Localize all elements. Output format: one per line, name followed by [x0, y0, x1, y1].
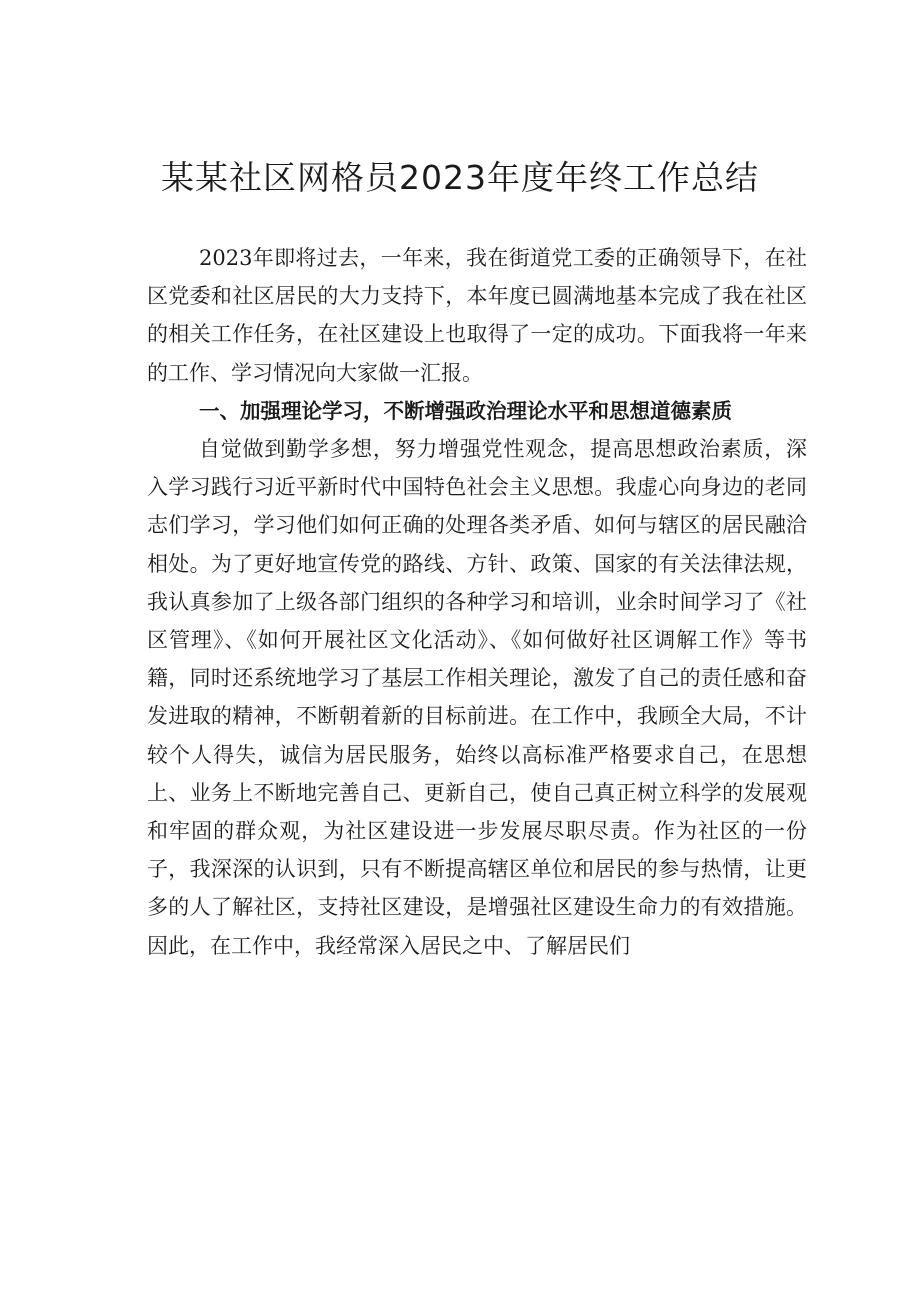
intro-paragraph: 2023年即将过去，一年来，我在街道党工委的正确领导下，在社区党委和社区居民的大力支持下，本年度已圆满地基本完成了我在社区的相关工作任务，在社区建设上也取得了一定的成功。下面我将一年来的工作、学习情况向大家做一汇报。 [147, 246, 807, 385]
section-heading: 一、加强理论学习，不断增强政治理论水平和思想道德素质 [199, 398, 732, 423]
document-body [147, 239, 807, 965]
section-paragraph: 自觉做到勤学多想，努力增强党性观念，提高思想政治素质，深入学习践行习近平新时代中国特色社会主义思想。我虚心向身边的老同志们学习，学习他们如何正确的处理各类矛盾、如何与辖区的居民融洽相处。为了更好地宣传党的路线、方针、政策、国家的有关法律法规，我认真参加了上级各部门组织的各种学习和培训，业余时间学习了《社区管理》、《如何开展社区文化活动》、《如何做好社区调解工作》等书籍，同时还系统地学习了基层工作相关理论，激发了自己的责任感和奋发进取的精神，不断朝着新的目标前进。在工作中，我顾全大局，不计较个人得失，诚信为居民服务，始终以高标准严格要求自己，在思想上、业务上不断地完善自己、更新自己，使自己真正树立科学的发展观和牢固的群众观，为社区建设进一步发展尽职尽责。作为社区的一份子，我深深的认识到，只有不断提高辖区单位和居民的参与热情，让更多的人了解社区，支持社区建设，是增强社区建设生命力的有效措施。因此，在工作中，我经常深入居民之中、了解居民们 [147, 437, 807, 958]
document-title: 某某社区网格员2023年度年终工作总结 [161, 158, 759, 197]
